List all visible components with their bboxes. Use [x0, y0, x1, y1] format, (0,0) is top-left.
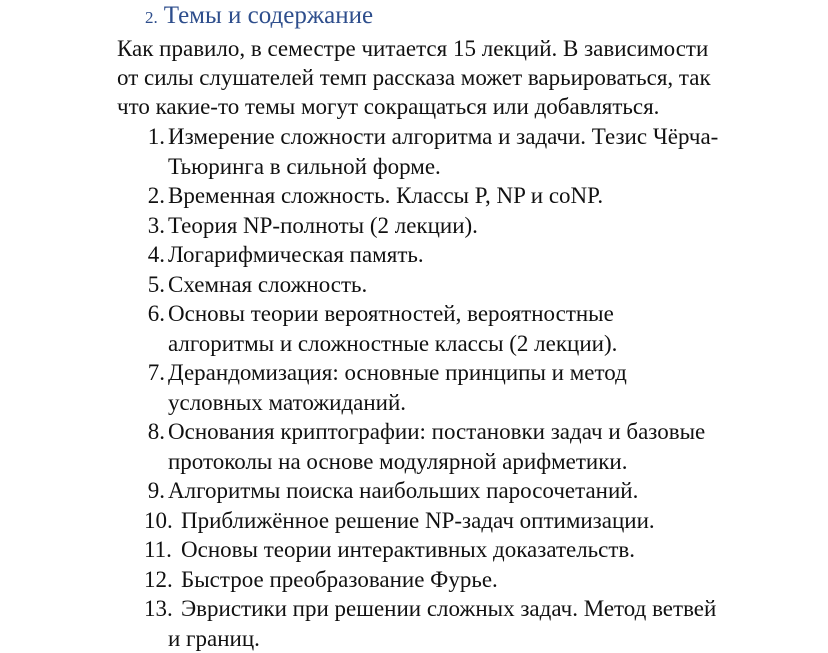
item-number: 10. [144, 506, 173, 536]
intro-paragraph [117, 34, 787, 121]
item-number: 2. [148, 181, 165, 211]
intro-line: от силы слушателей темп рассказа может варьироваться, так [117, 63, 787, 92]
list-item [0, 417, 828, 476]
section-title: Темы и содержание [164, 2, 373, 29]
item-text: условных матожиданий. [168, 388, 828, 418]
item-number: 6. [148, 299, 165, 329]
list-item [0, 535, 828, 565]
list-item [0, 240, 828, 270]
topics-list [0, 122, 828, 653]
item-number: 11. [144, 535, 172, 565]
list-item [0, 299, 828, 358]
item-text: Измерение сложности алгоритма и задачи. Тезис Чёрча- [168, 122, 828, 152]
item-number: 3. [148, 211, 165, 241]
list-item [0, 211, 828, 241]
item-number: 4. [148, 240, 165, 270]
item-text: протоколы на основе модулярной арифметики. [168, 447, 828, 477]
intro-line: Как правило, в семестре читается 15 лекций. В зависимости [117, 34, 787, 63]
item-number: 1. [148, 122, 165, 152]
item-text: Алгоритмы поиска наибольших паросочетаний. [168, 476, 828, 506]
item-text: Тьюринга в сильной форме. [168, 152, 828, 182]
list-item [0, 358, 828, 417]
list-item [0, 270, 828, 300]
list-item [0, 476, 828, 506]
item-number: 5. [148, 270, 165, 300]
item-text: Схемная сложность. [168, 270, 828, 300]
item-text: алгоритмы и сложностные классы (2 лекции). [168, 329, 828, 359]
item-text: Основы теории интерактивных доказательств. [181, 535, 828, 565]
item-number: 8. [148, 417, 165, 447]
list-item [0, 565, 828, 595]
item-text: Логарифмическая память. [168, 240, 828, 270]
item-text: Быстрое преобразование Фурье. [181, 565, 828, 595]
section-number: 2. [145, 8, 158, 27]
item-text: Основы теории вероятностей, вероятностные [168, 299, 828, 329]
intro-line: что какие-то темы могут сокращаться или добавляться. [117, 92, 787, 121]
list-item [0, 506, 828, 536]
item-text: Эвристики при решении сложных задач. Метод ветвей [181, 594, 828, 624]
item-text: Основания криптографии: постановки задач и базовые [168, 417, 828, 447]
list-item [0, 122, 828, 181]
item-number: 13. [144, 594, 173, 624]
item-number: 12. [144, 565, 173, 595]
item-text: Приближённое решение NP-задач оптимизации. [181, 506, 828, 536]
item-number: 7. [148, 358, 165, 388]
list-item [0, 594, 828, 653]
item-number: 9. [148, 476, 165, 506]
list-item [0, 181, 828, 211]
item-text: Временная сложность. Классы P, NP и coNP. [168, 181, 828, 211]
item-text: Теория NP-полноты (2 лекции). [168, 211, 828, 241]
section-heading [145, 2, 373, 32]
item-text: Дерандомизация: основные принципы и метод [168, 358, 828, 388]
item-text: и границ. [168, 624, 828, 653]
